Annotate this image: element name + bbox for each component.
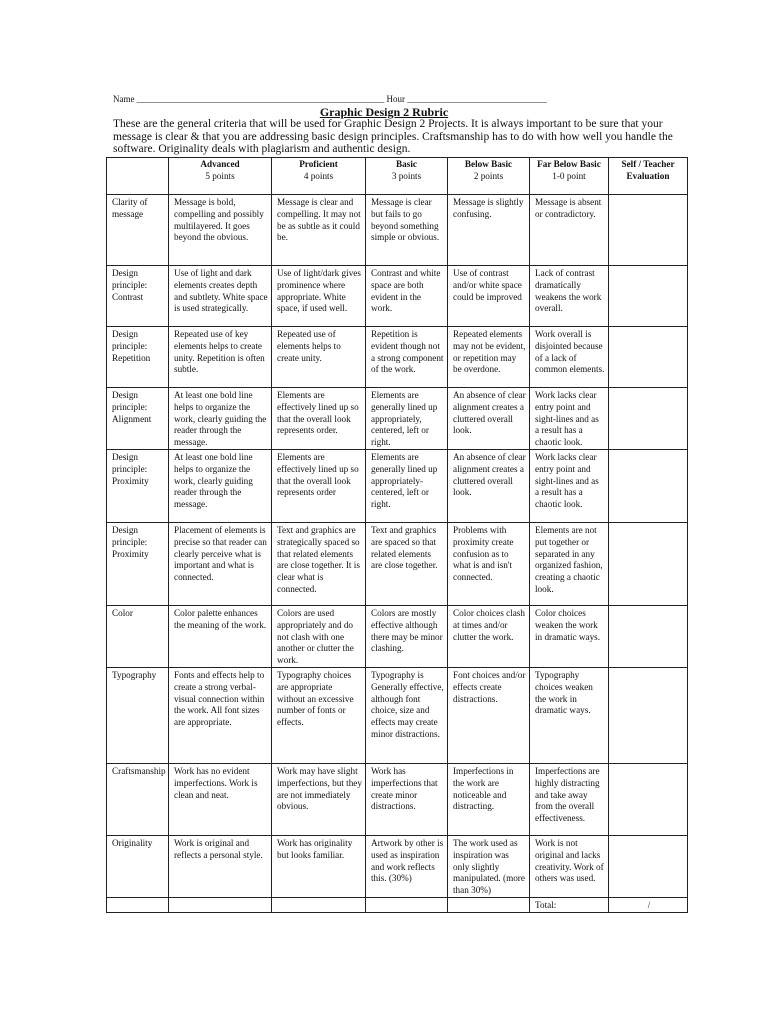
criterion-label: Clarity of message: [107, 195, 169, 266]
total-empty-cell: [169, 897, 272, 912]
cell-basic: Text and graphics are spaced so that related elements are close together.: [366, 522, 448, 605]
table-row: [107, 266, 688, 327]
criterion-label: Design principle: Proximity: [107, 522, 169, 605]
cell-proficient: Message is clear and compelling. It may not be as subtle as it could be.: [272, 195, 366, 266]
cell-basic: Elements are generally lined up appropriately, centered, left or right.: [366, 388, 448, 450]
cell-below-basic: The work used as inspiration was only slightly manipulated. (more than 30%): [448, 835, 530, 897]
cell-evaluation[interactable]: [609, 388, 688, 450]
total-empty-cell: [107, 897, 169, 912]
cell-below-basic: Font choices and/or effects create distractions.: [448, 667, 530, 763]
table-row: [107, 195, 688, 266]
cell-evaluation[interactable]: [609, 763, 688, 835]
table-row: [107, 388, 688, 450]
cell-basic: Message is clear but fails to go beyond something simple or obvious.: [366, 195, 448, 266]
cell-proficient: Elements are effectively lined up so that the overall look represents order: [272, 449, 366, 522]
table-row: [107, 522, 688, 605]
table-row: [107, 327, 688, 388]
cell-proficient: Typography choices are appropriate without an excessive number of fonts or effects.: [272, 667, 366, 763]
criterion-label: Design principle: Proximity: [107, 449, 169, 522]
header-title: Advanced: [200, 159, 240, 169]
cell-below-basic: Imperfections in the work are noticeable and distracting.: [448, 763, 530, 835]
header-far-below-basic: [530, 158, 609, 195]
total-empty-cell: [448, 897, 530, 912]
header-evaluation: [609, 158, 688, 195]
cell-far-below-basic: Color choices weaken the work in dramatic ways.: [530, 605, 609, 667]
cell-basic: Artwork by other is used as inspiration and work reflects this. (30%): [366, 835, 448, 897]
cell-below-basic: Problems with proximity create confusion as to what is and isn't connected.: [448, 522, 530, 605]
criterion-label: Typography: [107, 667, 169, 763]
header-advanced: [169, 158, 272, 195]
cell-advanced: Repeated use of key elements helps to create unity. Repetition is often subtle.: [169, 327, 272, 388]
cell-below-basic: An absence of clear alignment creates a cluttered overall look.: [448, 449, 530, 522]
header-points: 3 points: [391, 170, 422, 181]
criterion-label: Design principle: Alignment: [107, 388, 169, 450]
cell-advanced: Color palette enhances the meaning of the work.: [169, 605, 272, 667]
criterion-label: Craftsmanship: [107, 763, 169, 835]
cell-advanced: At least one bold line helps to organize the work, clearly guiding the reader through the message.: [169, 388, 272, 450]
header-points: 5 points: [205, 170, 235, 181]
cell-below-basic: Color choices clash at times and/or clutter the work.: [448, 605, 530, 667]
header-title: Proficient: [299, 159, 338, 169]
header-points: 1-0 point: [552, 170, 586, 181]
cell-advanced: Use of light and dark elements creates depth and subtlety. White space is used strategically.: [169, 266, 272, 327]
cell-advanced: Placement of elements is precise so that reader can clearly perceive what is important and what is connected.: [169, 522, 272, 605]
header-points: 4 points: [303, 170, 334, 181]
header-basic: [366, 158, 448, 195]
cell-far-below-basic: Imperfections are highly distracting and take away from the overall effectiveness.: [530, 763, 609, 835]
table-row: [107, 763, 688, 835]
cell-proficient: Use of light/dark gives prominence where appropriate. White space, if used well.: [272, 266, 366, 327]
cell-far-below-basic: Work lacks clear entry point and sight-lines and as a result has a chaotic look.: [530, 388, 609, 450]
cell-advanced: Work has no evident imperfections. Work is clean and neat.: [169, 763, 272, 835]
table-row: [107, 449, 688, 522]
cell-proficient: Repeated use of elements helps to create unity.: [272, 327, 366, 388]
table-row: [107, 667, 688, 763]
cell-advanced: Fonts and effects help to create a strong verbal-visual connection within the work. All font sizes are appropriate.: [169, 667, 272, 763]
cell-basic: Repetition is evident though not a strong component of the work.: [366, 327, 448, 388]
cell-basic: Work has imperfections that create minor distractions.: [366, 763, 448, 835]
cell-below-basic: Repeated elements may not be evident, or repetition may be overdone.: [448, 327, 530, 388]
cell-far-below-basic: Message is absent or contradictory.: [530, 195, 609, 266]
intro-paragraph: These are the general criteria that will be used for Graphic Design 2 Projects. It is always important to be sure that your message is clear & that you are addressing basic design principles. Craftsmanship has to do with how well you handle the software. Originality deals with plagiarism and authentic design.: [113, 118, 673, 155]
header-title: Far Below Basic: [537, 159, 601, 169]
cell-basic: Typography is Generally effective, although font choice, size and effects may create minor distractions.: [366, 667, 448, 763]
total-empty-cell: [366, 897, 448, 912]
header-criteria: [107, 158, 169, 195]
cell-evaluation[interactable]: [609, 327, 688, 388]
table-row: [107, 605, 688, 667]
header-title: Self / Teacher Evaluation: [621, 159, 675, 181]
cell-far-below-basic: Elements are not put together or separated in any organized fashion, creating a chaotic look.: [530, 522, 609, 605]
header-row: [107, 158, 688, 195]
cell-proficient: Work has originality but looks familiar.: [272, 835, 366, 897]
cell-advanced: At least one bold line helps to organize the work, clearly guiding reader through the message.: [169, 449, 272, 522]
table-row: [107, 835, 688, 897]
cell-basic: Contrast and white space are both evident in the work.: [366, 266, 448, 327]
cell-far-below-basic: Work lacks clear entry point and sight-lines and as a result has a chaotic look.: [530, 449, 609, 522]
cell-advanced: Message is bold, compelling and possibly multilayered. It goes beyond the obvious.: [169, 195, 272, 266]
name-hour-line: Name _______________________________________________________ Hour _______________________________: [113, 94, 547, 104]
cell-below-basic: An absence of clear alignment creates a cluttered overall look.: [448, 388, 530, 450]
cell-evaluation[interactable]: [609, 195, 688, 266]
header-points: 2 points: [473, 170, 504, 181]
cell-advanced: Work is original and reflects a personal style.: [169, 835, 272, 897]
total-label: Total:: [530, 897, 609, 912]
cell-evaluation[interactable]: [609, 667, 688, 763]
cell-far-below-basic: Work is not original and lacks creativity. Work of others was used.: [530, 835, 609, 897]
cell-proficient: Work may have slight imperfections, but they are not immediately obvious.: [272, 763, 366, 835]
cell-evaluation[interactable]: [609, 449, 688, 522]
header-proficient: [272, 158, 366, 195]
total-score[interactable]: /: [609, 897, 688, 912]
header-title: Basic: [396, 159, 417, 169]
cell-below-basic: Message is slightly confusing.: [448, 195, 530, 266]
cell-below-basic: Use of contrast and/or white space could be improved: [448, 266, 530, 327]
cell-basic: Colors are mostly effective although there may be minor clashing.: [366, 605, 448, 667]
criterion-label: Design principle: Repetition: [107, 327, 169, 388]
cell-basic: Elements are generally lined up appropriately-centered, left or right.: [366, 449, 448, 522]
total-empty-cell: [272, 897, 366, 912]
criterion-label: Color: [107, 605, 169, 667]
cell-proficient: Text and graphics are strategically spaced so that related elements are close together. It is clear what is connected.: [272, 522, 366, 605]
header-below-basic: [448, 158, 530, 195]
cell-evaluation[interactable]: [609, 522, 688, 605]
criterion-label: Originality: [107, 835, 169, 897]
cell-far-below-basic: Typography choices weaken the work in dramatic ways.: [530, 667, 609, 763]
cell-evaluation[interactable]: [609, 835, 688, 897]
rubric-table: [106, 157, 688, 913]
cell-evaluation[interactable]: [609, 266, 688, 327]
cell-proficient: Elements are effectively lined up so that the overall look represents order.: [272, 388, 366, 450]
cell-proficient: Colors are used appropriately and do not clash with one another or clutter the work.: [272, 605, 366, 667]
header-title: Below Basic: [464, 159, 513, 169]
title-text: Graphic Design 2 Rubric: [319, 105, 449, 119]
cell-far-below-basic: Work overall is disjointed because of a lack of common elements.: [530, 327, 609, 388]
total-row: [107, 897, 688, 912]
criterion-label: Design principle: Contrast: [107, 266, 169, 327]
cell-far-below-basic: Lack of contrast dramatically weakens the work overall.: [530, 266, 609, 327]
cell-evaluation[interactable]: [609, 605, 688, 667]
